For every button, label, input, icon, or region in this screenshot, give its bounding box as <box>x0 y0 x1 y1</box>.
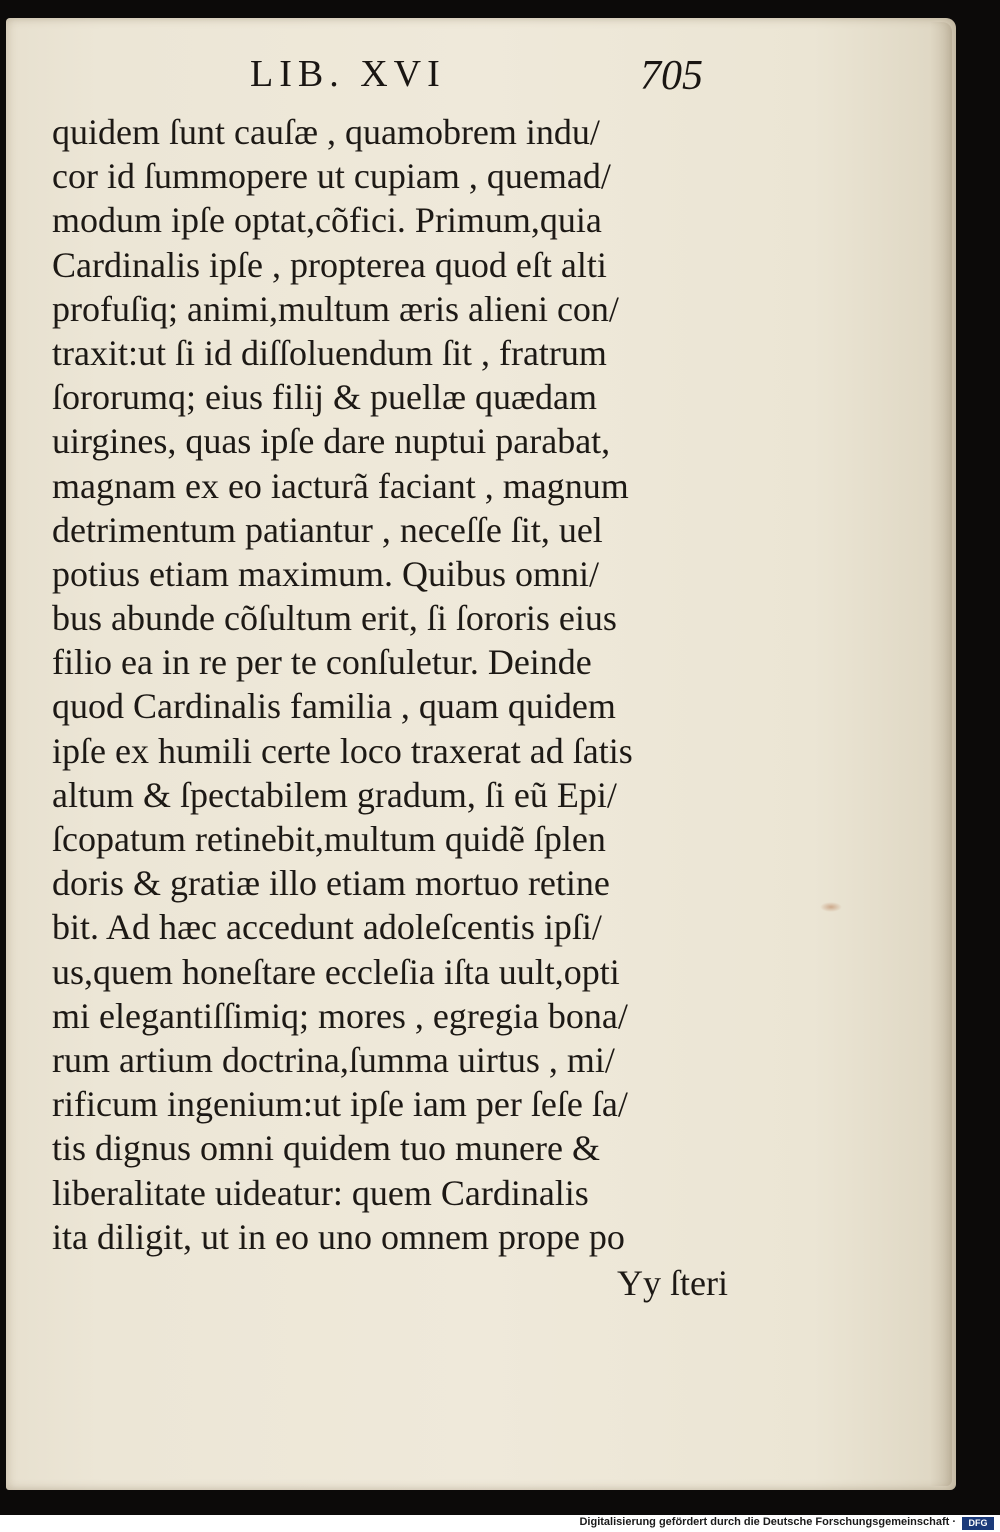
page-edge-shadow <box>930 22 952 1486</box>
text-line: rificum ingenium:ut ipſe iam per ſeſe ſa/ <box>52 1084 628 1125</box>
paper-stain <box>820 902 842 912</box>
text-line: ſororumq; eius filij & puellæ quædam <box>52 377 597 418</box>
text-line: altum & ſpectabilem gradum, ſi eũ Epi/ <box>52 774 617 815</box>
text-line: bit. Ad hæc accedunt adoleſcentis ipſi/ <box>52 907 602 948</box>
funding-credit: Digitalisierung gefördert durch die Deutsche Forschungsgemeinschaft · <box>579 1516 956 1528</box>
text-line: detrimentum patiantur , neceſſe ſit, uel <box>52 509 603 550</box>
text-line: ipſe ex humili certe loco traxerat ad ſatis <box>52 730 633 771</box>
text-line: potius etiam maximum. Quibus omni/ <box>52 553 599 594</box>
dfg-logo: DFG <box>962 1517 994 1530</box>
text-line: modum ipſe optat,cõfici. Primum,quia <box>52 200 602 241</box>
text-line: profuſiq; animi,multum æris alieni con/ <box>52 288 619 329</box>
running-head: LIB. XVI <box>250 53 446 95</box>
text-line: filio ea in re per te conſuletur. Deinde <box>52 642 592 683</box>
text-line: liberalitate uideatur: quem Cardinalis <box>52 1172 589 1213</box>
catchword: Yy ſteri <box>617 1263 728 1303</box>
digitization-footer <box>0 1515 1000 1532</box>
text-line: quod Cardinalis familia , quam quidem <box>52 686 616 727</box>
text-line: ſcopatum retinebit,multum quidẽ ſplen <box>52 819 606 859</box>
text-line: magnam ex eo iacturã faciant , magnum <box>52 465 629 506</box>
text-line: Cardinalis ipſe , propterea quod eſt alti <box>52 244 607 285</box>
page-header <box>0 52 1000 100</box>
text-line: doris & gratiæ illo etiam mortuo retine <box>52 863 610 904</box>
text-line: cor id ſummopere ut cupiam , quemad/ <box>52 156 611 197</box>
text-line: tis dignus omni quidem tuo munere & <box>52 1128 600 1169</box>
text-line: rum artium doctrina,ſumma uirtus , mi/ <box>52 1039 615 1080</box>
text-line: quidem ſunt cauſæ , quamobrem indu/ <box>52 112 600 152</box>
body-text <box>52 110 772 1259</box>
text-line: bus abunde cõſultum erit, ſi ſororis eius <box>52 598 617 639</box>
text-line: uirgines, quas ipſe dare nuptui parabat, <box>52 421 611 462</box>
text-line: mi elegantiſſimiq; mores , egregia bona/ <box>52 995 628 1036</box>
page-number: 705 <box>640 53 703 99</box>
text-line: us,quem honeſtare eccleſia iſta uult,opti <box>52 951 620 992</box>
text-line: ita diligit, ut in eo uno omnem prope po <box>52 1216 625 1257</box>
text-line: traxit:ut ſi id diſſoluendum ſit , fratrum <box>52 332 607 373</box>
